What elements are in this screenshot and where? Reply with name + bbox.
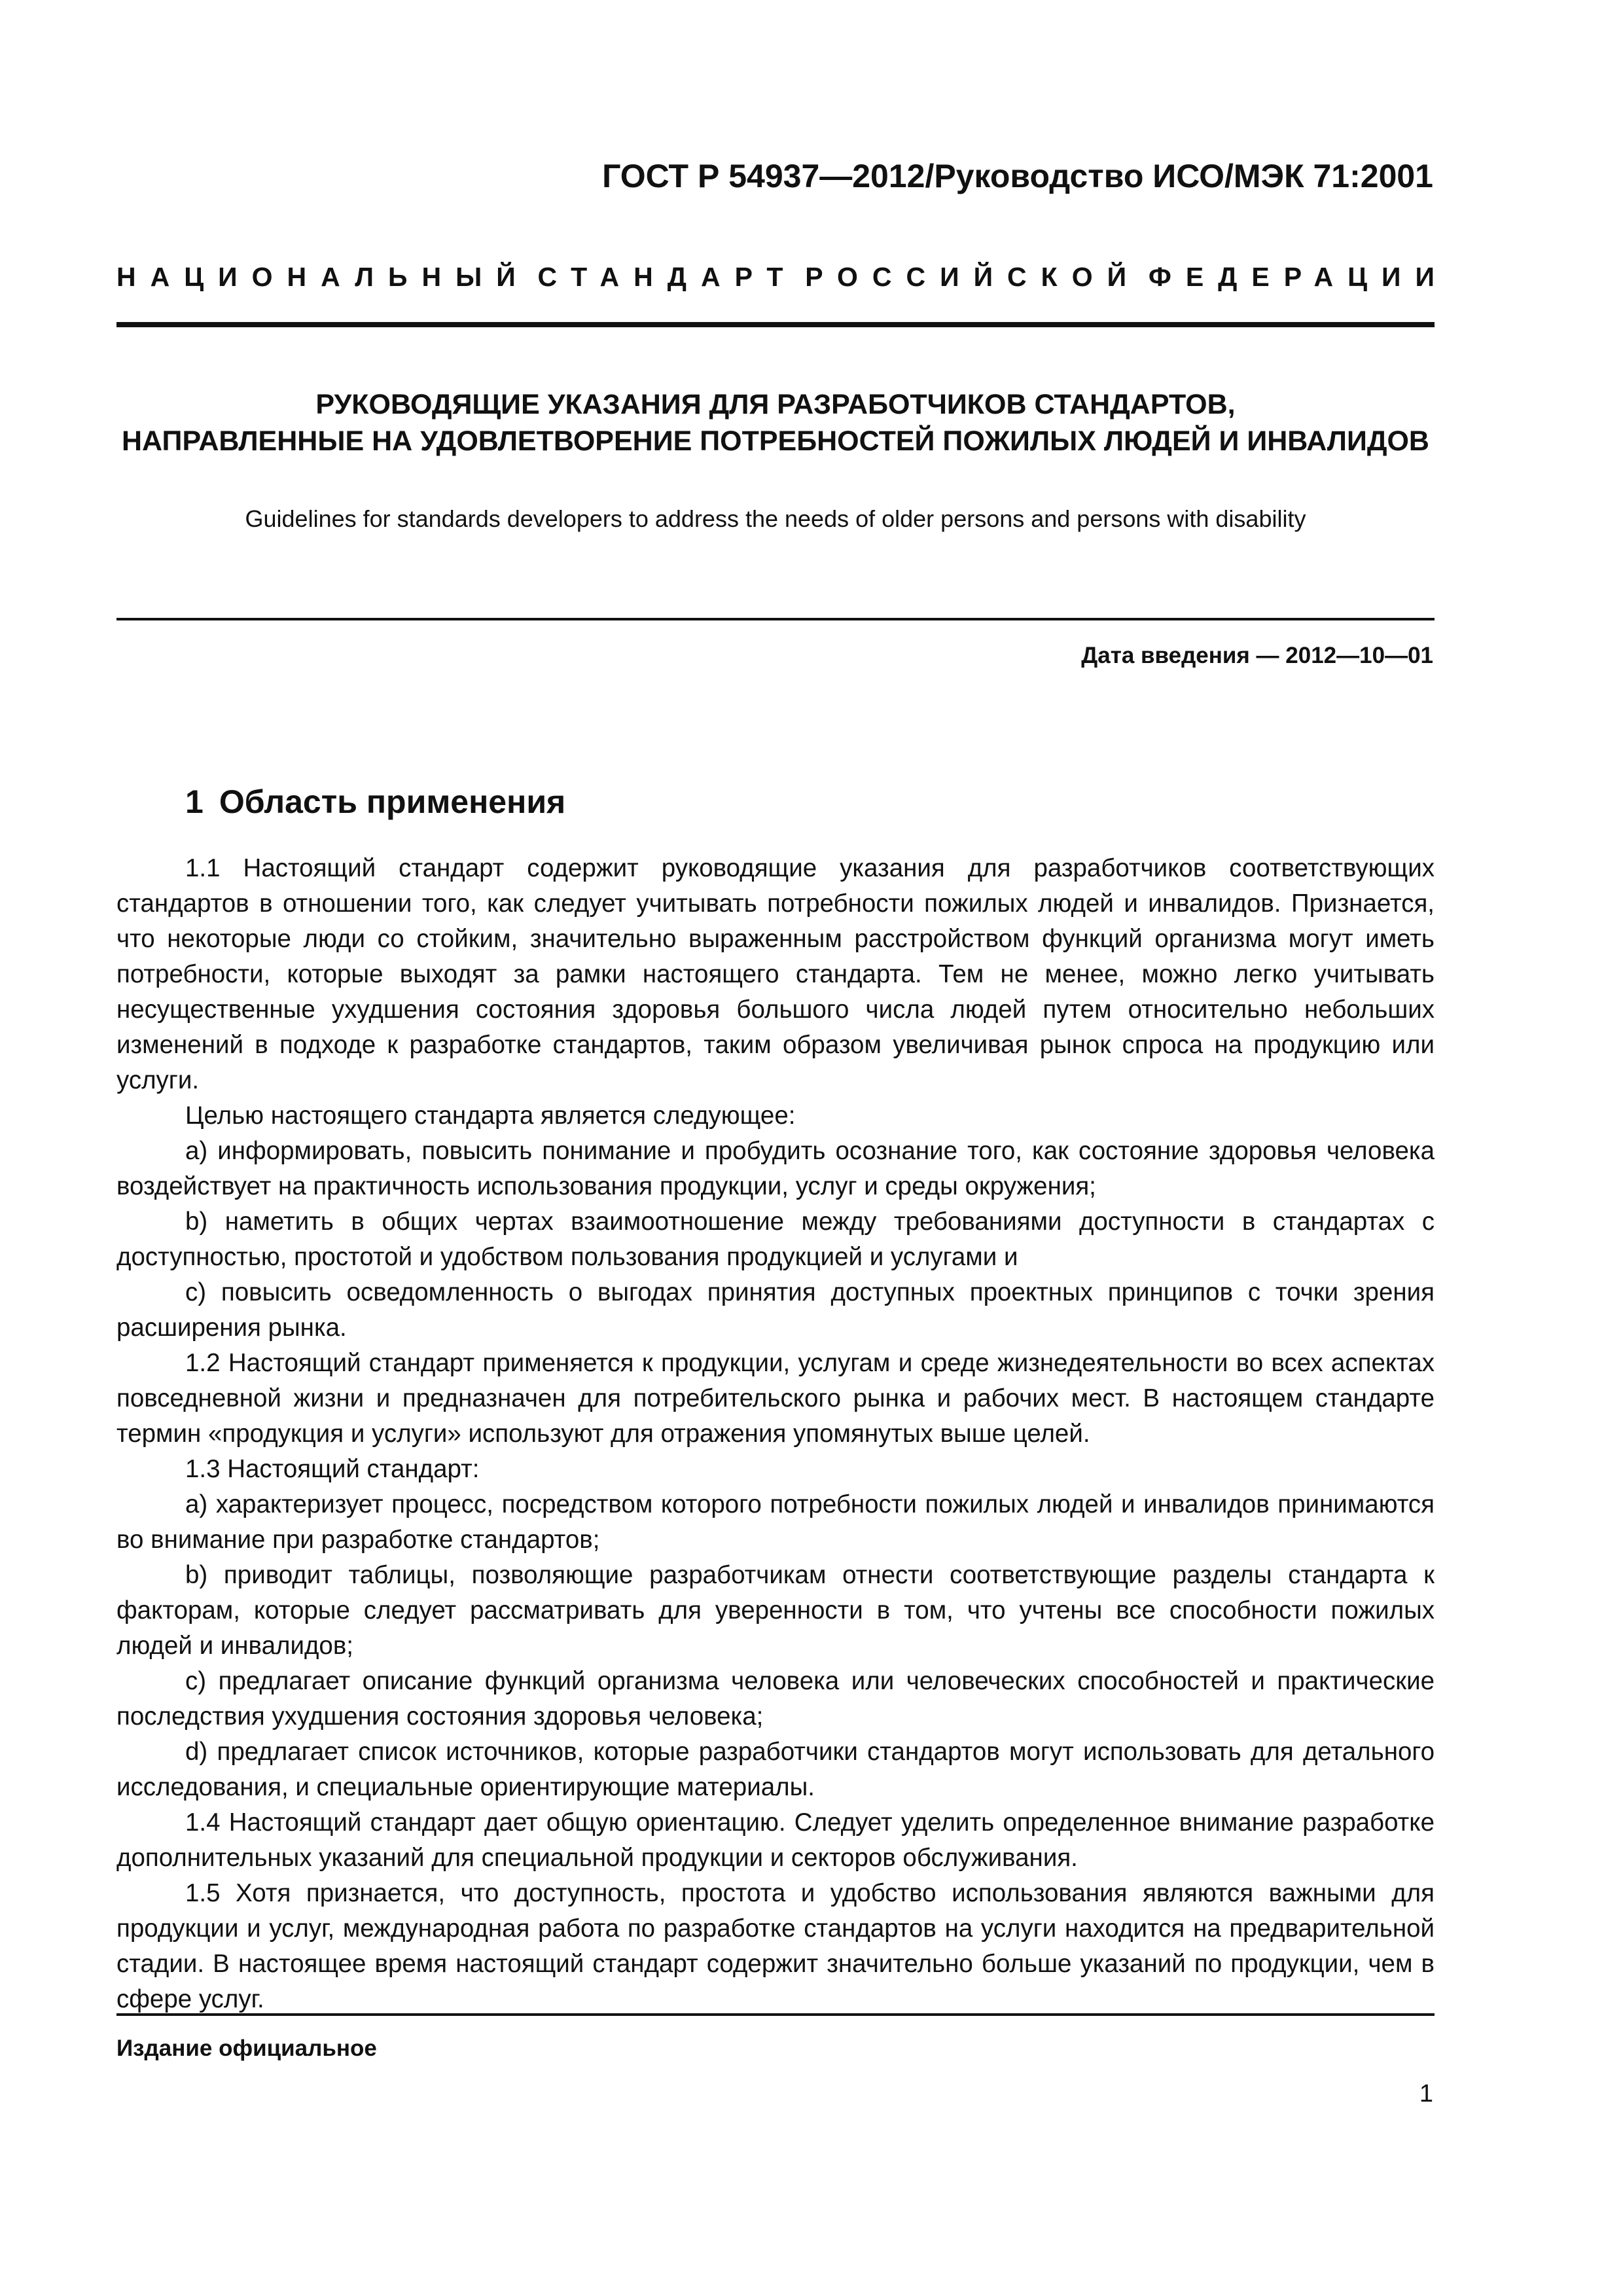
introduction-date: Дата введения — 2012—10—01 bbox=[1081, 643, 1433, 668]
banner-word-1: НАЦИОНАЛЬНЫЙ bbox=[116, 262, 530, 292]
title-line-1: РУКОВОДЯЩИЕ УКАЗАНИЯ ДЛЯ РАЗРАБОТЧИКОВ СТАНДАРТОВ, bbox=[315, 389, 1236, 420]
title-divider bbox=[116, 618, 1435, 620]
paragraph-1-2: 1.2 Настоящий стандарт применяется к продукции, услугам и среде жизнедеятельности во всех аспектах повседневной жизни и предназначен для потребительского рынка и рабочих мест. В настоящем стандарте термин «продукция и услуги» используют для отражения упомянутых выше целей. bbox=[116, 1349, 1435, 1448]
title-line-2: НАПРАВЛЕННЫЕ НА УДОВЛЕТВОРЕНИЕ ПОТРЕБНОСТЕЙ ПОЖИЛЫХ ЛЮДЕЙ И ИНВАЛИДОВ bbox=[122, 425, 1429, 457]
paragraph-1-3: 1.3 Настоящий стандарт: bbox=[185, 1455, 480, 1483]
paragraph-1-4: 1.4 Настоящий стандарт дает общую ориентацию. Следует уделить определенное внимание разработке дополнительных указаний для специальной продукции и секторов обслуживания. bbox=[116, 1808, 1435, 1872]
section-title: Область применения bbox=[219, 783, 566, 820]
document-code: ГОСТ Р 54937—2012/Руководство ИСО/МЭК 71:2001 bbox=[602, 158, 1433, 194]
document-title bbox=[116, 386, 1435, 459]
paragraph-1-5: 1.5 Хотя признается, что доступность, простота и удобство использования являются важными для продукции и услуг, международная работа по разработке стандартов на услуги находится на предварительной стадии. В настоящее время настоящий стандарт содержит значительно больше указаний по продукции, чем в сфере услуг. bbox=[116, 1879, 1435, 2013]
header-divider bbox=[116, 322, 1435, 327]
list-item-b: b) наметить в общих чертах взаимоотношение между требованиями доступности в стандартах с доступностью, простотой и удобством пользования продукцией и услугами и bbox=[116, 1208, 1435, 1271]
section-number: 1 bbox=[185, 783, 204, 820]
banner-word-3: РОССИЙСКОЙ bbox=[805, 262, 1141, 292]
page-number: 1 bbox=[1419, 2080, 1433, 2108]
list-item-c: c) повысить осведомленность о выгодах принятия доступных проектных принципов с точки зрения расширения рынка. bbox=[116, 1278, 1435, 1342]
list-item-d: d) предлагает список источников, которые разработчики стандартов могут использовать для детального исследования, и специальные ориентирующие материалы. bbox=[116, 1738, 1435, 1801]
list-item-a: a) информировать, повысить понимание и пробудить осознание того, как состояние здоровья человека воздействует на практичность использования продукции, услуг и среды окружения; bbox=[116, 1137, 1435, 1200]
paragraph-1-1: 1.1 Настоящий стандарт содержит руководящие указания для разработчиков соответствующих стандартов в отношении того, как следует учитывать потребности пожилых людей и инвалидов. Признается, что некоторые люди со стойким, значительно выраженным расстройством функций организма могут иметь потребности, которые выходят за рамки настоящего стандарта. Тем не менее, можно легко учитывать несущественные ухудшения состояния здоровья большого числа людей путем относительно небольших изменений в подходе к разработке стандартов, таким образом увеличивая рынок спроса на продукцию или услуги. bbox=[116, 854, 1435, 1094]
list-item-a: a) характеризует процесс, посредством которого потребности пожилых людей и инвалидов принимаются во внимание при разработке стандартов; bbox=[116, 1490, 1435, 1554]
footer-divider bbox=[116, 2013, 1435, 2016]
official-edition-label: Издание официальное bbox=[116, 2036, 377, 2061]
section-body bbox=[116, 851, 1435, 2017]
list-item-c: c) предлагает описание функций организма человека или человеческих способностей и практические последствия ухудшения состояния здоровья человека; bbox=[116, 1667, 1435, 1731]
paragraph-purpose: Целью настоящего стандарта является следующее: bbox=[185, 1102, 796, 1130]
national-standard-banner bbox=[116, 262, 1449, 293]
banner-word-2: СТАНДАРТ bbox=[537, 262, 798, 292]
banner-word-4: ФЕДЕРАЦИИ bbox=[1148, 262, 1449, 292]
section-heading bbox=[185, 783, 565, 821]
list-item-b: b) приводит таблицы, позволяющие разработчикам отнести соответствующие разделы стандарта к факторам, которые следует рассматривать для уверенности в том, что учтены все способности пожилых людей и инвалидов; bbox=[116, 1561, 1435, 1660]
english-title: Guidelines for standards developers to address the needs of older persons and persons with disability bbox=[245, 505, 1306, 532]
